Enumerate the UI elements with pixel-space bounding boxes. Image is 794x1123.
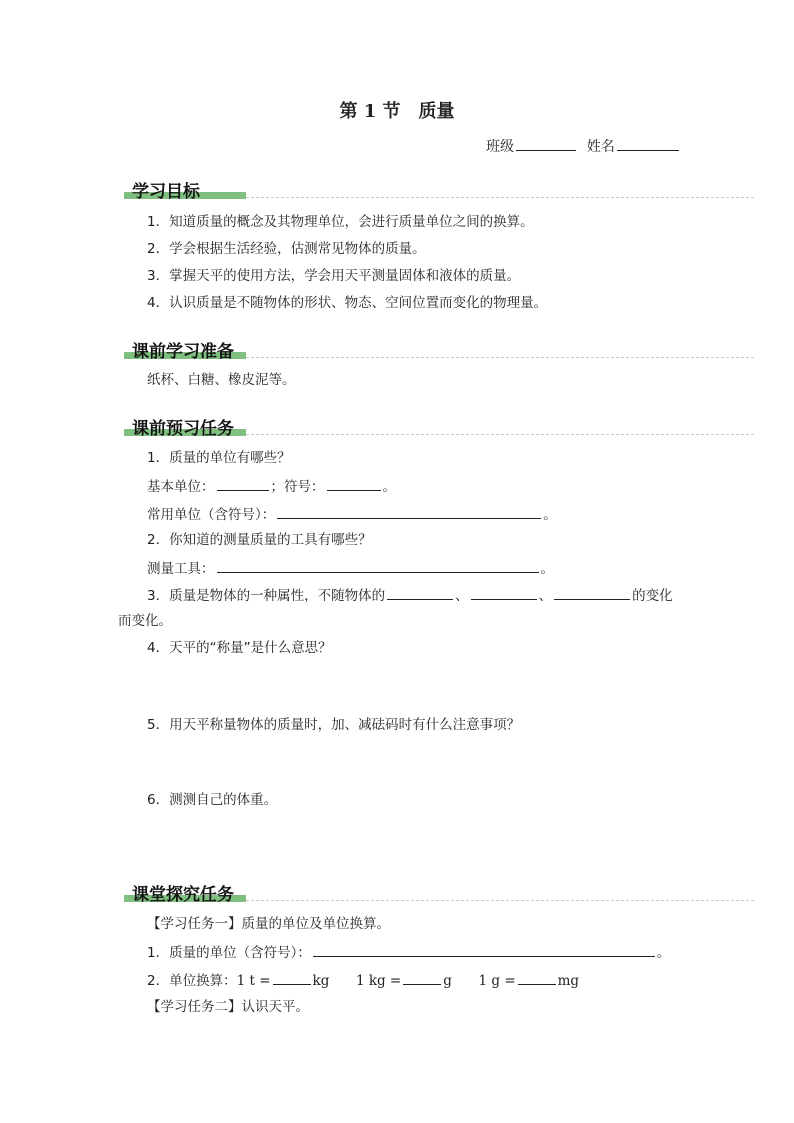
q3-text: 3．质量是物体的一种属性，不随物体的: [147, 588, 386, 604]
conversion-3-unit: mg: [557, 973, 580, 989]
common-units-line: [147, 504, 557, 525]
conversion-2-left: 1 kg =: [355, 973, 402, 989]
symbol-blank[interactable]: [327, 476, 381, 491]
task-1-title: 【学习任务一】质量的单位及单位换算。: [147, 916, 390, 932]
question-3: [147, 585, 673, 606]
heading-divider: [246, 357, 754, 358]
conversion-2-unit: g: [443, 973, 452, 989]
conversion-1-unit: kg: [312, 973, 330, 989]
heading-divider: [246, 197, 754, 198]
prep-materials: 纸杯、白糖、橡皮泥等。: [147, 372, 296, 388]
page-title: [0, 97, 794, 123]
common-units-label: 常用单位（含符号）：: [147, 507, 276, 523]
tools-line: [147, 558, 554, 579]
period: 。: [540, 561, 554, 577]
period: 。: [382, 479, 396, 495]
task1-question-2: [147, 970, 579, 991]
conversion-1-left: 1 t =: [236, 973, 271, 989]
title-topic: 质量: [418, 101, 455, 122]
symbol-label: ；符号：: [270, 479, 325, 495]
title-section-number: 第 1 节: [339, 101, 401, 122]
goal-item: 1．知道质量的概念及其物理单位，会进行质量单位之间的换算。: [147, 214, 534, 230]
class-blank[interactable]: [516, 136, 576, 151]
period: 。: [543, 507, 557, 523]
separator: 、: [538, 588, 553, 604]
goal-item: 3．掌握天平的使用方法，学会用天平测量固体和液体的质量。: [147, 268, 521, 284]
unit-question-label: 1．质量的单位（含符号）：: [147, 945, 311, 961]
section-heading-label: 课堂探究任务: [132, 885, 234, 905]
heading-divider: [246, 900, 754, 901]
tools-blank[interactable]: [217, 558, 539, 573]
heading-divider: [246, 434, 754, 435]
period: 。: [656, 945, 671, 961]
question-1: 1．质量的单位有哪些？: [147, 450, 291, 466]
basic-unit-line: [147, 476, 396, 497]
section-heading-label: 学习目标: [132, 182, 200, 202]
q3-blank-1[interactable]: [387, 585, 453, 600]
q3-blank-3[interactable]: [554, 585, 630, 600]
question-3-wrap: 而变化。: [118, 613, 172, 629]
basic-unit-blank[interactable]: [217, 476, 269, 491]
name-label: 姓名: [586, 139, 615, 155]
section-heading-label: 课前学习准备: [132, 342, 234, 362]
conversion-3-blank[interactable]: [518, 970, 556, 985]
question-6: 6．测测自己的体重。: [147, 792, 278, 808]
conversion-2-blank[interactable]: [403, 970, 441, 985]
q3-blank-2[interactable]: [471, 585, 537, 600]
conversion-3-left: 1 g =: [478, 973, 516, 989]
goal-item: 2．学会根据生活经验，估测常见物体的质量。: [147, 241, 426, 257]
class-label: 班级: [486, 139, 514, 155]
separator: 、: [455, 588, 469, 604]
q3-text-end: 的变化: [632, 588, 673, 604]
unit-question-blank[interactable]: [313, 942, 655, 957]
conversion-label: 2．单位换算：: [147, 973, 237, 989]
task1-question-1: [147, 942, 670, 963]
name-blank[interactable]: [617, 136, 679, 151]
common-units-blank[interactable]: [277, 504, 541, 519]
class-name-line: [486, 136, 681, 156]
section-heading-label: 课前预习任务: [132, 419, 234, 439]
task-2-title: 【学习任务二】认识天平。: [147, 999, 309, 1015]
conversion-1-blank[interactable]: [273, 970, 311, 985]
tools-label: 测量工具：: [147, 561, 215, 577]
basic-unit-label: 基本单位：: [147, 479, 215, 495]
question-2: 2．你知道的测量质量的工具有哪些？: [147, 532, 372, 548]
question-5: 5．用天平称量物体的质量时，加、减砝码时有什么注意事项？: [147, 717, 521, 733]
goal-item: 4．认识质量是不随物体的形状、物态、空间位置而变化的物理量。: [147, 295, 548, 311]
question-4: 4．天平的“称量”是什么意思？: [147, 640, 332, 656]
